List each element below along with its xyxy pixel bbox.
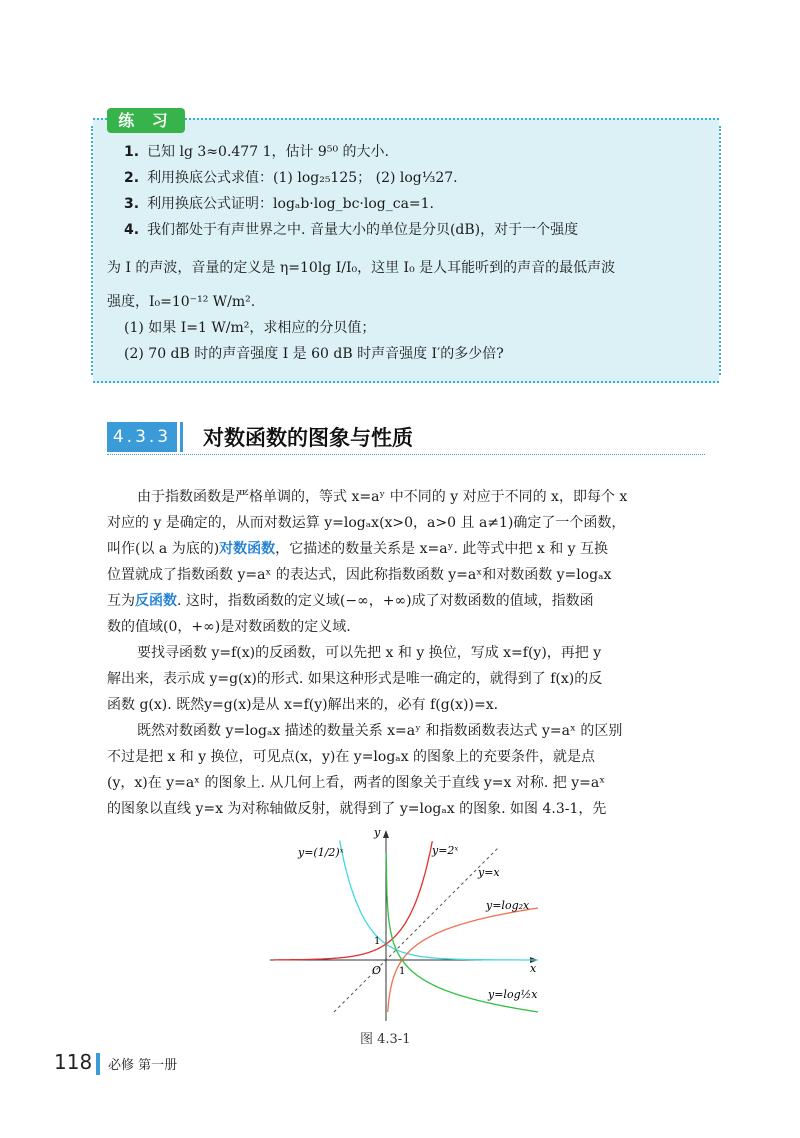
term-log-function: 对数函数 — [219, 541, 276, 557]
p2-line2: 解出来，表示成 y=g(x)的形式. 如果这种形式是唯一确定的，就得到了 f(x)的反 — [107, 671, 603, 687]
p1-line1: 由于指数函数是严格单调的，等式 x=aʸ 中不同的 y 对应于不同的 x，即每个 x — [137, 489, 628, 505]
label-y-2x: y=2ˣ — [432, 844, 459, 857]
label-y-loghalf: y=log½x — [488, 988, 538, 1001]
p3-line2: 不过是把 x 和 y 换位，可见点(x，y)在 y=logₐx 的图象上的充要条件，就是点 — [107, 749, 596, 765]
p3-line4: 的图象以直线 y=x 为对称轴做反射，就得到了 y=logₐx 的图象. 如图 4.3-1，先 — [107, 801, 607, 817]
section-bar — [180, 422, 183, 452]
label-axis-x: x — [530, 962, 537, 975]
page-number: 118 — [54, 1050, 93, 1074]
p2-line1: 要找寻函数 y=f(x)的反函数，可以先把 x 和 y 换位，写成 x=f(y)，再把 y — [137, 645, 602, 661]
label-origin: O — [372, 964, 382, 977]
label-y-log2: y=log₂x — [486, 899, 530, 912]
exercise-tag: 练 习 — [107, 108, 185, 133]
y-axis-arrow — [383, 830, 389, 838]
exercise-item-4-line3: 强度，I₀=10⁻¹² W/m². — [107, 294, 256, 310]
label-axis-y: y — [374, 826, 381, 839]
book-name: 必修 第一册 — [108, 1058, 178, 1073]
p2-line3: 函数 g(x). 既然y=g(x)是从 x=f(y)解出来的，必有 f(g(x))=x. — [107, 697, 499, 713]
p3-line1: 既然对数函数 y=logₐx 描述的数量关系 x=aʸ 和指数函数表达式 y=aˣ 的区别 — [137, 723, 623, 739]
exercise-item-4: 4. 我们都处于有声世界之中. 音量大小的单位是分贝(dB)，对于一个强度 — [124, 222, 579, 238]
p1-line3: 叫作(以 a 为底的)对数函数，它描述的数量关系是 x=aʸ. 此等式中把 x 和 y 互换 — [107, 541, 609, 557]
function-graph — [268, 826, 548, 1021]
section-title: 对数函数的图象与性质 — [203, 426, 413, 450]
figure-caption: 图 4.3-1 — [360, 1032, 411, 1047]
section-number: 4.3.3 — [107, 422, 177, 452]
p1-line2: 对应的 y 是确定的，从而对数运算 y=logₐx(x>0，a>0 且 a≠1)确定了一个函数， — [107, 515, 626, 531]
label-one-y: 1 — [374, 936, 381, 947]
p1-line5: 互为反函数. 这时，指数函数的定义域(−∞，+∞)成了对数函数的值域，指数函 — [107, 593, 594, 609]
exercise-item-2: 2. 利用换底公式求值：(1) log₂₅125； (2) log⅓27. — [124, 170, 458, 186]
p1-line6: 数的值域(0，+∞)是对数函数的定义域. — [107, 619, 351, 635]
exercise-item-4-sub1: (1) 如果 I=1 W/m²，求相应的分贝值； — [124, 320, 376, 336]
exercise-item-4-line2: 为 I 的声波，音量的定义是 η=10lg I/I₀，这里 I₀ 是人耳能听到的声音的最低声波 — [107, 260, 616, 276]
page-bar — [96, 1053, 100, 1075]
section-rule — [107, 454, 705, 455]
label-y-x: y=x — [478, 866, 500, 879]
label-y-half: y=(1/2)ˣ — [298, 846, 344, 859]
label-one-x: 1 — [399, 966, 406, 977]
p3-line3: (y，x)在 y=aˣ 的图象上. 从几何上看，两者的图象关于直线 y=x 对称. 把 y=aˣ — [107, 775, 606, 791]
exercise-item-1: 1. 已知 lg 3≈0.477 1，估计 9⁵⁰ 的大小. — [124, 144, 389, 160]
line-y-eq-x — [334, 848, 498, 1012]
exercise-item-4-sub2: (2) 70 dB 时的声音强度 I 是 60 dB 时声音强度 I′的多少倍? — [124, 346, 504, 362]
term-inverse-function: 反函数 — [135, 593, 177, 609]
exercise-item-3: 3. 利用换底公式证明：logₐb·log_bc·log_ca=1. — [124, 196, 435, 212]
p1-line4: 位置就成了指数函数 y=aˣ 的表达式，因此称指数函数 y=aˣ和对数函数 y=logₐx — [107, 567, 612, 583]
